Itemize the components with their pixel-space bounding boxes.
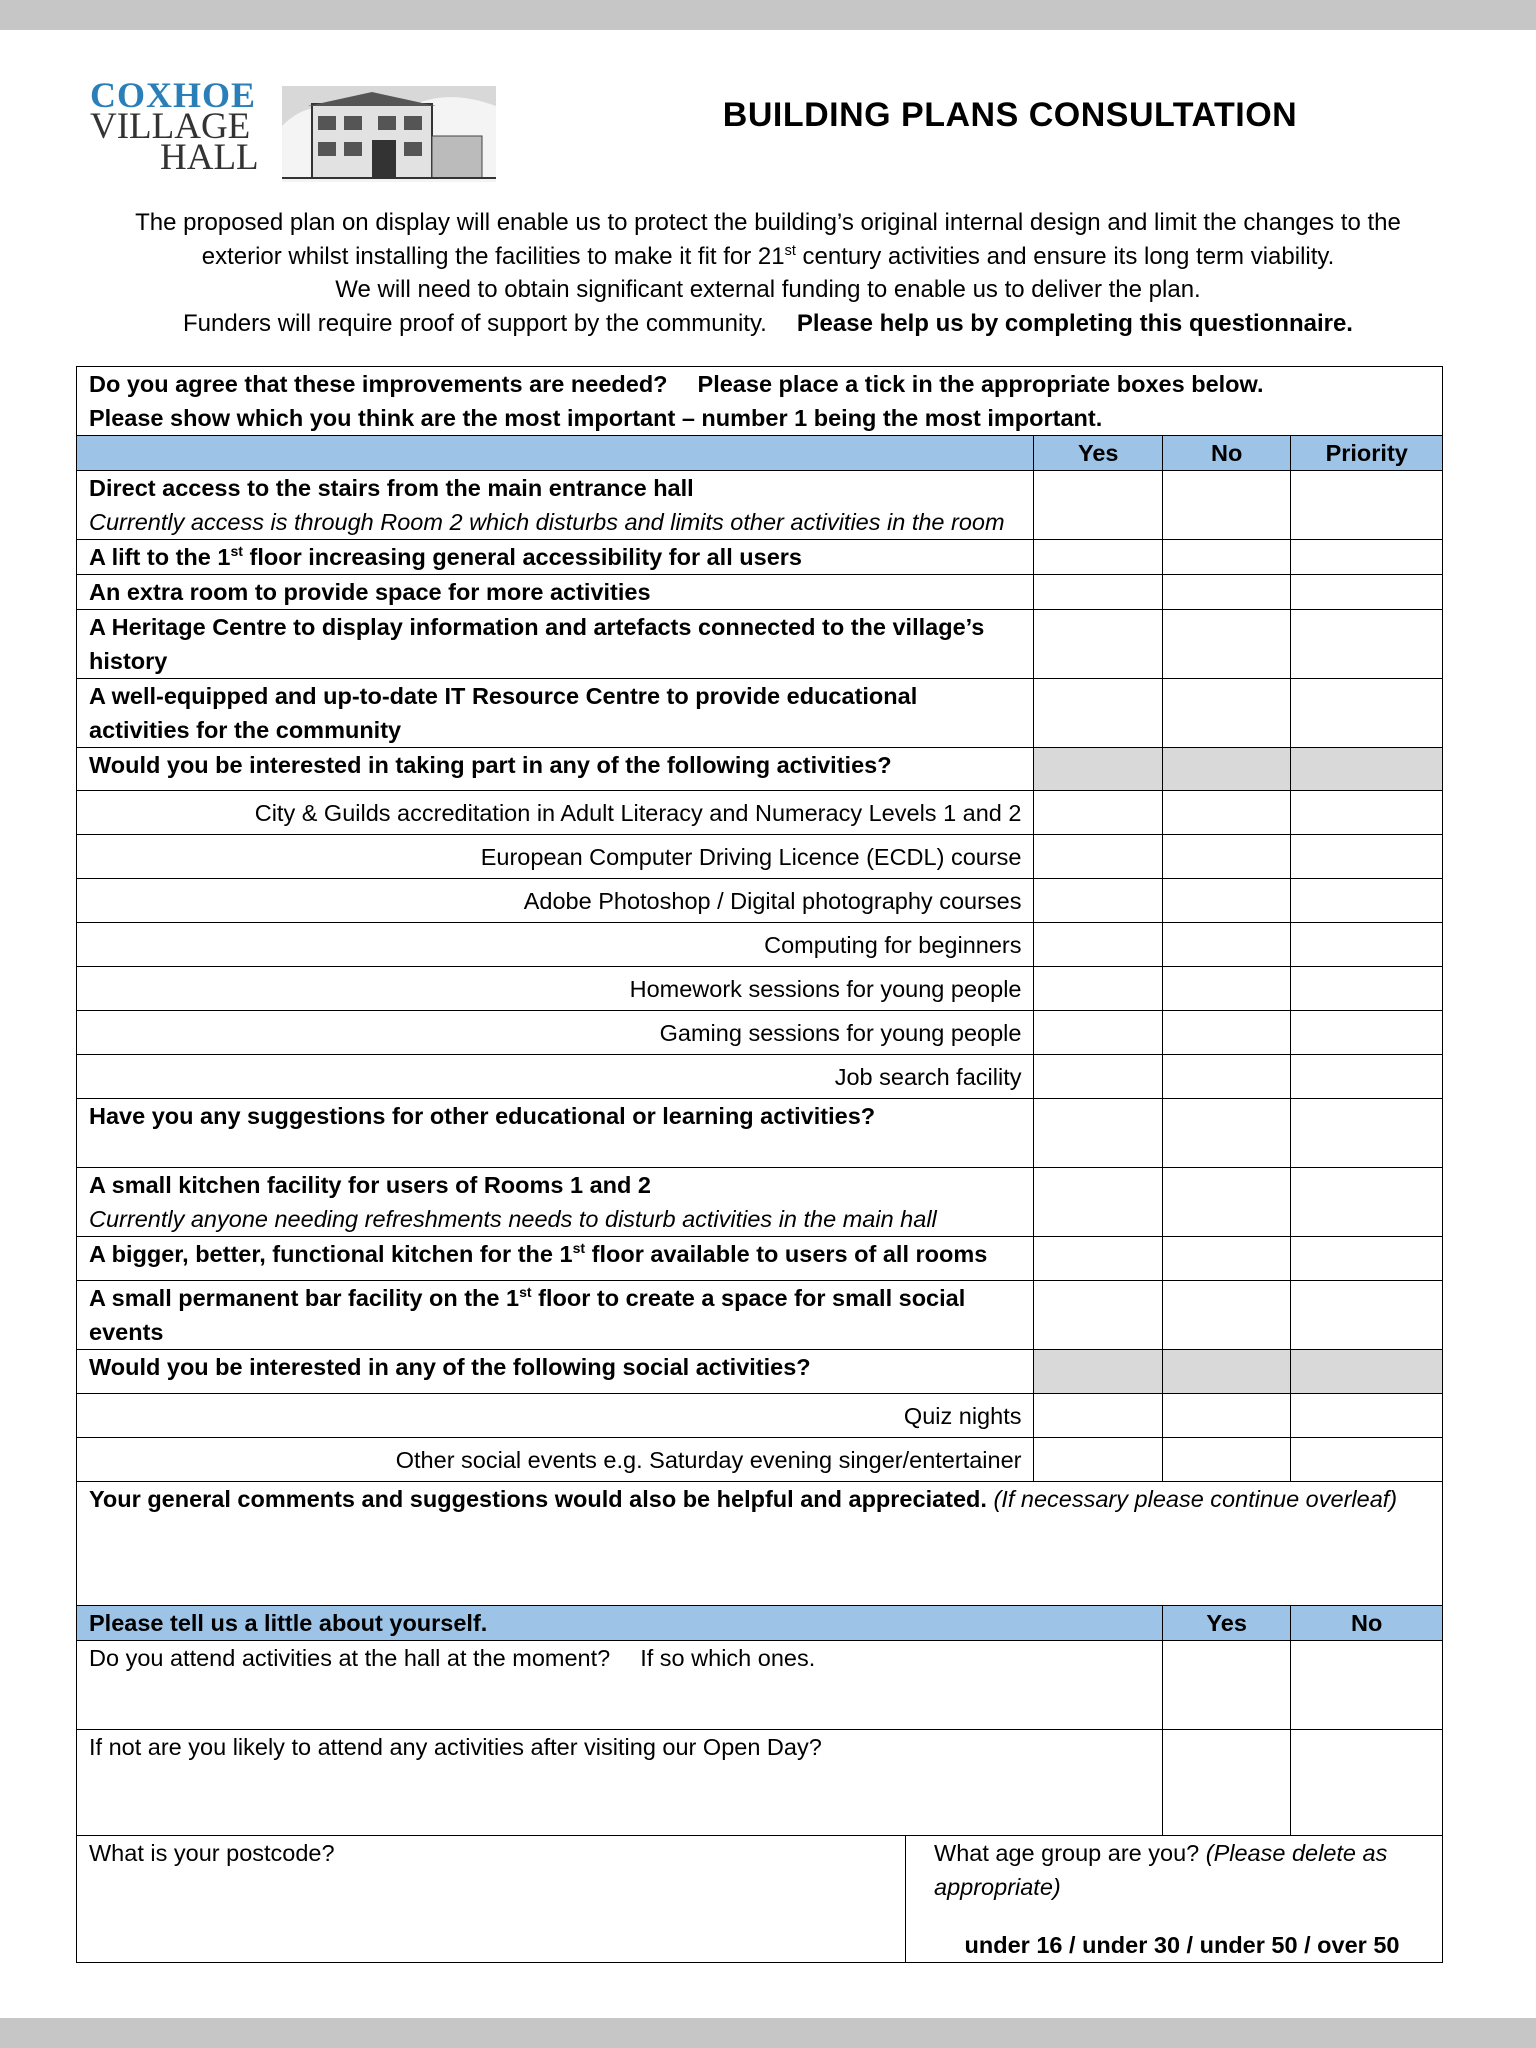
bar-text-end: floor to create a space for small social events xyxy=(89,1285,966,1345)
no-checkbox-cell[interactable] xyxy=(1162,791,1290,835)
priority-input-cell[interactable] xyxy=(1291,791,1443,835)
postcode-question: What is your postcode? xyxy=(89,1840,335,1866)
big-kitchen-text-end: floor available to users of all rooms xyxy=(585,1241,988,1267)
activity-label: Job search facility xyxy=(77,1055,1034,1099)
activity-label: Homework sessions for young people xyxy=(77,967,1034,1011)
activity-label: Adobe Photoshop / Digital photography courses xyxy=(77,879,1034,923)
priority-input-cell[interactable] xyxy=(1291,540,1443,575)
attend-question-followup: If so which ones. xyxy=(640,1645,816,1671)
intro-line-4 xyxy=(78,307,1458,341)
disabled-cell xyxy=(1162,1350,1290,1394)
item-label-small-kitchen xyxy=(77,1168,1034,1237)
no-checkbox-cell[interactable] xyxy=(1162,1281,1290,1350)
intro-line-4-emphasis: Please help us by completing this questionnaire. xyxy=(796,309,1353,337)
yes-checkbox-cell[interactable] xyxy=(1034,1394,1162,1438)
question-agree: Do you agree that these improvements are needed? xyxy=(89,371,668,397)
item-label-bar xyxy=(77,1281,1034,1350)
header-blank-cell xyxy=(77,436,1034,471)
yes-checkbox-cell[interactable] xyxy=(1034,1237,1162,1281)
item-row-extra-room xyxy=(77,575,1443,610)
header-priority: Priority xyxy=(1291,436,1443,471)
logo-line-1: COXHOE xyxy=(90,75,257,115)
priority-input-cell[interactable] xyxy=(1291,1237,1443,1281)
yes-checkbox-cell[interactable] xyxy=(1034,1281,1162,1350)
no-checkbox-cell[interactable] xyxy=(1162,1011,1290,1055)
postcode-age-row xyxy=(77,1836,1443,1963)
item-row-bar xyxy=(77,1281,1443,1350)
attend-row xyxy=(77,1641,1443,1730)
small-kitchen-text: A small kitchen facility for users of Rooms 1 and 2 xyxy=(89,1172,651,1198)
no-checkbox-cell[interactable] xyxy=(1162,679,1290,748)
top-border-bar xyxy=(0,0,1536,30)
intro-line-2-start: exterior whilst installing the facilities to make it fit for 21 xyxy=(201,242,785,270)
yes-checkbox-cell[interactable] xyxy=(1034,1099,1162,1168)
attend-question: Do you attend activities at the hall at the moment? xyxy=(89,1645,611,1671)
no-checkbox-cell[interactable] xyxy=(1291,1641,1443,1730)
item-label-big-kitchen xyxy=(77,1237,1034,1281)
column-header-row xyxy=(77,436,1443,471)
big-kitchen-text-start: A bigger, better, functional kitchen for the 1 xyxy=(89,1241,573,1267)
yes-checkbox-cell[interactable] xyxy=(1034,835,1162,879)
stairs-text: Direct access to the stairs from the main entrance hall xyxy=(89,475,694,501)
activity-row xyxy=(77,967,1443,1011)
about-header-yes: Yes xyxy=(1162,1606,1290,1641)
question-priority: Please show which you think are the most important – number 1 being the most important. xyxy=(89,405,1103,431)
priority-input-cell[interactable] xyxy=(1291,1438,1443,1482)
question-instruction: Please place a tick in the appropriate boxes below. xyxy=(697,371,1264,397)
activity-row xyxy=(77,923,1443,967)
activity-label: Computing for beginners xyxy=(77,923,1034,967)
attend-question-cell[interactable] xyxy=(77,1641,1163,1730)
yes-checkbox-cell[interactable] xyxy=(1034,1055,1162,1099)
social-row xyxy=(77,1394,1443,1438)
activities-heading: Would you be interested in taking part in any of the following activities? xyxy=(77,748,1034,791)
likely-question: If not are you likely to attend any activities after visiting our Open Day? xyxy=(77,1730,1163,1836)
priority-input-cell[interactable] xyxy=(1291,1011,1443,1055)
logo-line-3: HALL xyxy=(160,137,259,178)
yes-checkbox-cell[interactable] xyxy=(1162,1641,1290,1730)
social-row xyxy=(77,1438,1443,1482)
activity-label: Gaming sessions for young people xyxy=(77,1011,1034,1055)
age-note: (Please delete as appropriate) xyxy=(934,1840,1388,1900)
disabled-cell xyxy=(1162,748,1290,791)
priority-input-cell[interactable] xyxy=(1291,923,1443,967)
no-checkbox-cell[interactable] xyxy=(1162,575,1290,610)
social-heading-row xyxy=(77,1350,1443,1394)
no-checkbox-cell[interactable] xyxy=(1162,1055,1290,1099)
yes-checkbox-cell[interactable] xyxy=(1034,610,1162,679)
intro-line-4-start: Funders will require proof of support by the community. xyxy=(183,309,767,337)
intro-line-2-sup: st xyxy=(784,242,796,259)
no-checkbox-cell[interactable] xyxy=(1162,879,1290,923)
item-label-stairs xyxy=(77,471,1034,540)
hall-building-illustration xyxy=(282,86,496,182)
no-checkbox-cell[interactable] xyxy=(1162,835,1290,879)
item-row-it-centre xyxy=(77,679,1443,748)
suggestions-label: Have you any suggestions for other educational or learning activities? xyxy=(77,1099,1034,1168)
priority-input-cell[interactable] xyxy=(1291,1394,1443,1438)
yes-checkbox-cell[interactable] xyxy=(1034,540,1162,575)
activity-label: European Computer Driving Licence (ECDL) course xyxy=(77,835,1034,879)
yes-checkbox-cell[interactable] xyxy=(1034,575,1162,610)
item-label-extra-room: An extra room to provide space for more activities xyxy=(77,575,1034,610)
activity-row xyxy=(77,1011,1443,1055)
bar-text-start: A small permanent bar facility on the 1 xyxy=(89,1285,520,1311)
priority-input-cell[interactable] xyxy=(1291,1055,1443,1099)
no-checkbox-cell[interactable] xyxy=(1291,1730,1443,1836)
logo-text xyxy=(90,75,259,178)
item-row-stairs xyxy=(77,471,1443,540)
no-checkbox-cell[interactable] xyxy=(1162,1438,1290,1482)
yes-checkbox-cell[interactable] xyxy=(1034,967,1162,1011)
item-label-it-centre: A well-equipped and up-to-date IT Resource Centre to provide educational activities for the community xyxy=(77,679,1034,748)
header-no: No xyxy=(1162,436,1290,471)
village-hall-logo xyxy=(90,75,410,182)
lift-text-end: floor increasing general accessibility for all users xyxy=(242,544,802,570)
item-label-heritage: A Heritage Centre to display information and artefacts connected to the village’s history xyxy=(77,610,1034,679)
intro-line-3: We will need to obtain significant external funding to enable us to deliver the plan. xyxy=(335,276,1201,303)
yes-checkbox-cell[interactable] xyxy=(1034,879,1162,923)
comments-cell[interactable] xyxy=(77,1482,1443,1606)
yes-checkbox-cell[interactable] xyxy=(1162,1730,1290,1836)
questions-intro-cell xyxy=(77,367,1443,436)
item-row-small-kitchen xyxy=(77,1168,1443,1237)
priority-input-cell[interactable] xyxy=(1291,1099,1443,1168)
big-kitchen-sup: st xyxy=(572,1240,586,1257)
no-checkbox-cell[interactable] xyxy=(1162,1394,1290,1438)
activity-row xyxy=(77,1055,1443,1099)
small-kitchen-note: Currently anyone needing refreshments needs to disturb activities in the main hall xyxy=(89,1206,937,1232)
logo-line-2: VILLAGE xyxy=(90,106,251,147)
activity-row xyxy=(77,791,1443,835)
priority-input-cell[interactable] xyxy=(1291,471,1443,540)
priority-input-cell[interactable] xyxy=(1291,610,1443,679)
priority-input-cell[interactable] xyxy=(1291,1168,1443,1237)
lift-text-start: A lift to the 1 xyxy=(89,544,231,570)
disabled-cell xyxy=(1034,1350,1162,1394)
intro-line-2 xyxy=(78,240,1458,274)
no-checkbox-cell[interactable] xyxy=(1162,540,1290,575)
disabled-cell xyxy=(1291,748,1443,791)
yes-checkbox-cell[interactable] xyxy=(1034,923,1162,967)
activity-row xyxy=(77,879,1443,923)
bottom-border-bar xyxy=(0,2018,1536,2048)
age-group-cell[interactable] xyxy=(906,1836,1443,1963)
about-header-row xyxy=(77,1606,1443,1641)
no-checkbox-cell[interactable] xyxy=(1162,1168,1290,1237)
item-label-lift xyxy=(77,540,1034,575)
yes-checkbox-cell[interactable] xyxy=(1034,1011,1162,1055)
yes-checkbox-cell[interactable] xyxy=(1034,471,1162,540)
intro-line-2-end: century activities and ensure its long term viability. xyxy=(795,242,1335,270)
about-heading: Please tell us a little about yourself. xyxy=(77,1606,1163,1641)
age-options[interactable]: under 16 / under 30 / under 50 / over 50 xyxy=(964,1932,1400,1958)
likely-row xyxy=(77,1730,1443,1836)
priority-input-cell[interactable] xyxy=(1291,679,1443,748)
yes-checkbox-cell[interactable] xyxy=(1034,1168,1162,1237)
activities-heading-row xyxy=(77,748,1443,791)
page-title: BUILDING PLANS CONSULTATION xyxy=(722,96,1298,134)
intro-line-1: The proposed plan on display will enable us to protect the building’s original internal design and limit the changes to the xyxy=(135,209,1401,236)
stairs-note: Currently access is through Room 2 which disturbs and limits other activities in the room xyxy=(89,509,1005,535)
comments-row xyxy=(77,1482,1443,1606)
social-label: Other social events e.g. Saturday evening singer/entertainer xyxy=(77,1438,1034,1482)
yes-checkbox-cell[interactable] xyxy=(1034,791,1162,835)
bar-sup: st xyxy=(519,1284,532,1301)
questionnaire-table xyxy=(76,366,1443,1963)
priority-input-cell[interactable] xyxy=(1291,879,1443,923)
intro-text xyxy=(78,206,1458,340)
disabled-cell xyxy=(1291,1350,1443,1394)
priority-input-cell[interactable] xyxy=(1291,575,1443,610)
no-checkbox-cell[interactable] xyxy=(1162,967,1290,1011)
item-row-lift xyxy=(77,540,1443,575)
priority-input-cell[interactable] xyxy=(1291,967,1443,1011)
no-checkbox-cell[interactable] xyxy=(1162,1099,1290,1168)
item-row-big-kitchen xyxy=(77,1237,1443,1281)
suggestions-row xyxy=(77,1099,1443,1168)
no-checkbox-cell[interactable] xyxy=(1162,471,1290,540)
header-yes: Yes xyxy=(1034,436,1162,471)
priority-input-cell[interactable] xyxy=(1291,1281,1443,1350)
activity-row xyxy=(77,835,1443,879)
social-heading: Would you be interested in any of the following social activities? xyxy=(77,1350,1034,1394)
no-checkbox-cell[interactable] xyxy=(1162,923,1290,967)
yes-checkbox-cell[interactable] xyxy=(1034,1438,1162,1482)
no-checkbox-cell[interactable] xyxy=(1162,1237,1290,1281)
social-label: Quiz nights xyxy=(77,1394,1034,1438)
comments-label: Your general comments and suggestions would also be helpful and appreciated. xyxy=(89,1486,987,1512)
priority-input-cell[interactable] xyxy=(1291,835,1443,879)
disabled-cell xyxy=(1034,748,1162,791)
activity-label: City & Guilds accreditation in Adult Literacy and Numeracy Levels 1 and 2 xyxy=(77,791,1034,835)
item-row-heritage xyxy=(77,610,1443,679)
lift-text-sup: st xyxy=(230,543,243,560)
questions-intro-row xyxy=(77,367,1443,436)
postcode-cell[interactable] xyxy=(77,1836,906,1963)
comments-note: (If necessary please continue overleaf) xyxy=(993,1486,1398,1512)
no-checkbox-cell[interactable] xyxy=(1162,610,1290,679)
age-question: What age group are you? xyxy=(934,1840,1200,1866)
yes-checkbox-cell[interactable] xyxy=(1034,679,1162,748)
about-header-no: No xyxy=(1291,1606,1443,1641)
